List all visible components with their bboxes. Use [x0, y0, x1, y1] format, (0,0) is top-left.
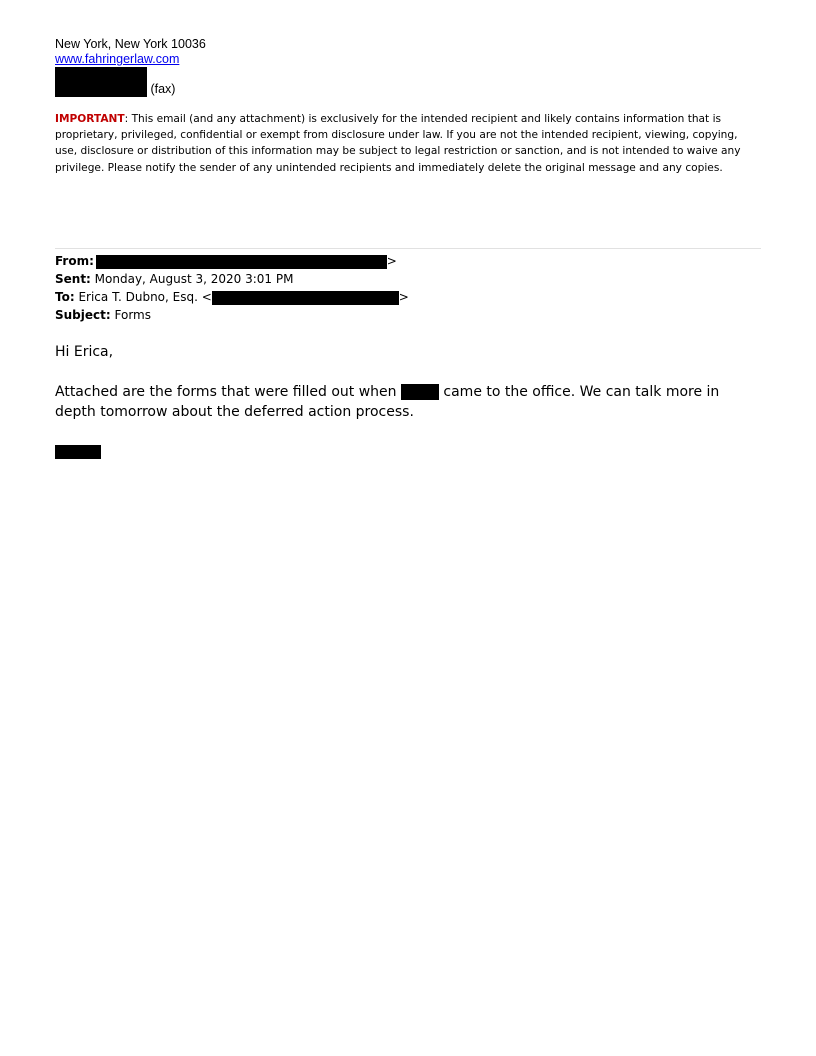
sent-row: [55, 270, 409, 288]
redacted-recipient-email: [212, 291, 399, 305]
signoff-line: [55, 442, 761, 462]
important-label: IMPORTANT: [55, 113, 125, 125]
to-suffix: >: [398, 290, 409, 304]
subject-value: Forms: [110, 308, 151, 322]
redacted-fax-number: [55, 82, 147, 97]
signature-address: New York, New York 10036: [55, 37, 206, 51]
website-link[interactable]: www.fahringerlaw.com: [55, 52, 180, 66]
redacted-name: [401, 384, 439, 400]
from-label: From:: [55, 254, 94, 268]
confidentiality-notice: [55, 111, 761, 176]
header-divider: [55, 248, 761, 249]
subject-label: Subject:: [55, 308, 111, 322]
to-value: Erica T. Dubno, Esq. <: [74, 290, 212, 304]
from-row: [55, 252, 409, 270]
redacted-phone: [55, 67, 147, 82]
to-row: [55, 288, 409, 306]
sent-value: Monday, August 3, 2020 3:01 PM: [90, 272, 294, 286]
subject-row: [55, 306, 409, 324]
body-text-part1: Attached are the forms that were filled out when: [55, 384, 401, 400]
signature-block: [55, 37, 206, 97]
to-label: To:: [55, 290, 75, 304]
body-text-part2: came to the office. We can talk more in depth tomorrow about the deferred action process.: [55, 384, 720, 420]
fax-label: (fax): [147, 82, 176, 97]
body-paragraph: [55, 382, 761, 422]
email-body: [55, 342, 761, 462]
redacted-signoff: [55, 445, 101, 459]
sent-label: Sent:: [55, 272, 91, 286]
email-header: [55, 252, 409, 324]
from-suffix: >: [386, 254, 397, 268]
disclaimer-text: : This email (and any attachment) is exclusively for the intended recipient and likely contains information that is proprietary, privileged, confidential or exempt from disclosure under law. If you are not the intended recipient, viewing, copying, use, disclosure or distribution of this information may be subject to legal restriction or sanction, and is not intended to waive any privilege. Please notify the sender of any unintended recipients and immediately delete the original message and any copies.: [55, 113, 741, 174]
redacted-sender: [96, 255, 387, 269]
greeting: Hi Erica,: [55, 344, 114, 360]
